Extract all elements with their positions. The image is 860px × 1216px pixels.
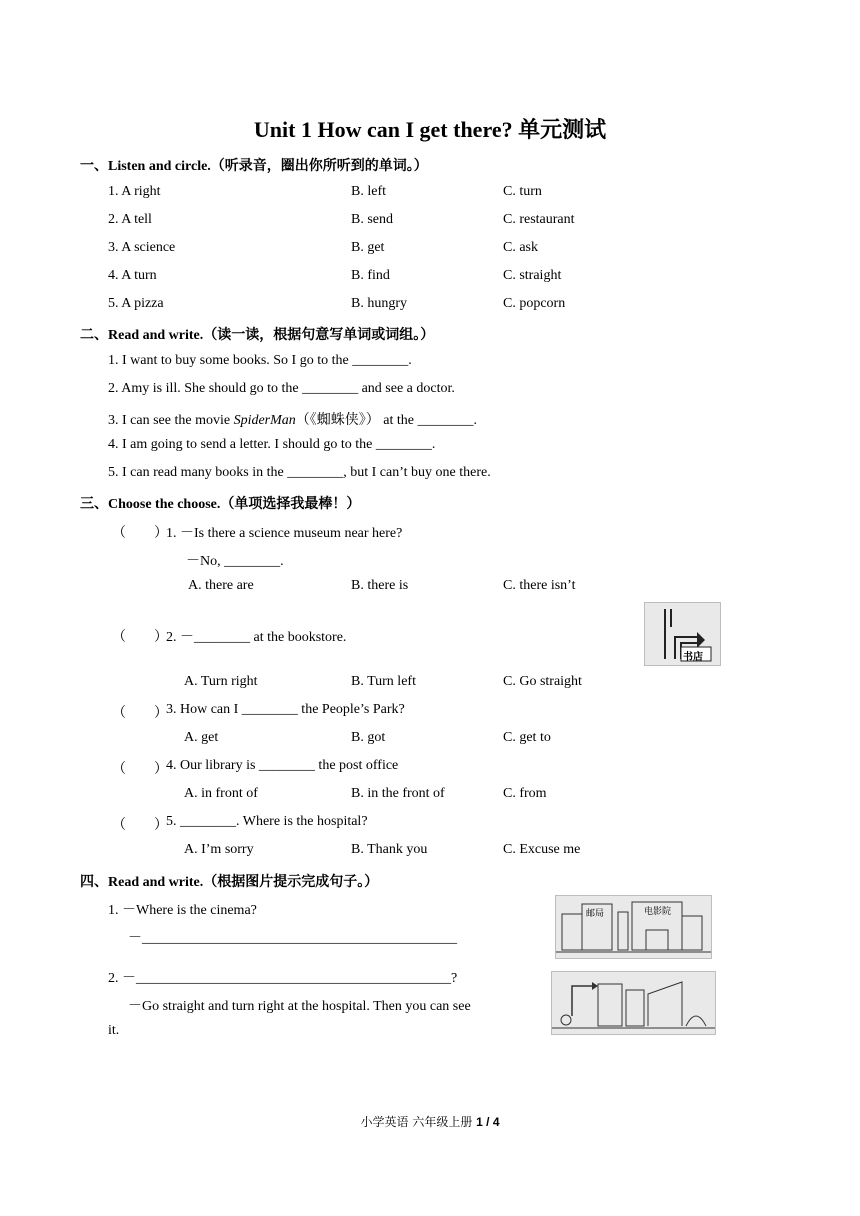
s2-item-5: 5. I can read many books in the ________, but I can’t buy one there.	[108, 465, 491, 480]
hospital-route-image	[551, 971, 716, 1035]
s1-r1-a: 1. A right	[108, 184, 161, 199]
route-map-icon	[552, 972, 715, 1034]
s1-r4-c: C. straight	[503, 268, 562, 283]
s4-q1-answer: －_____________________________________________	[128, 931, 457, 946]
s2-item-3-pre: 3. I can see the movie	[108, 413, 234, 428]
s3-q5: 5. ________. Where is the hospital?	[166, 814, 368, 829]
post-office-label: 邮局	[586, 909, 605, 919]
s1-r1-c: C. turn	[503, 184, 542, 199]
s1-r2-a: 2. A tell	[108, 212, 152, 227]
s3-q1-opt-b: B. there is	[351, 578, 409, 593]
section-1-header: 一、Listen and circle.（听录音，圈出你所听到的单词。）	[80, 159, 428, 174]
s3-q3-paren: （ ）	[112, 706, 168, 721]
s1-r4-b: B. find	[351, 268, 390, 283]
s1-r3-b: B. get	[351, 240, 385, 255]
s3-q4-opt-c: C. from	[503, 786, 547, 801]
s3-q5-paren: （ ）	[112, 818, 168, 833]
cinema-street-image	[555, 895, 712, 959]
s3-q2-opt-a: A. Turn right	[184, 674, 258, 689]
s1-r2-b: B. send	[351, 212, 393, 227]
s1-r3-a: 3. A science	[108, 240, 176, 255]
s2-item-3-post: （《蜘蛛侠》） at the ________.	[295, 413, 477, 428]
s1-r1-b: B. left	[351, 184, 386, 199]
s2-item-4: 4. I am going to send a letter. I should go to the ________.	[108, 437, 436, 452]
page-number: 1 / 4	[476, 1115, 500, 1129]
s3-q1-answer-line: －No, ________.	[186, 554, 284, 569]
cinema-label: 电影院	[644, 907, 672, 917]
s3-q5-opt-b: B. Thank you	[351, 842, 428, 857]
street-buildings-icon	[556, 896, 711, 958]
s3-q3-opt-a: A. get	[184, 730, 219, 745]
s1-r5-b: B. hungry	[351, 296, 407, 311]
s3-q4-paren: （ ）	[112, 762, 168, 777]
s1-r2-c: C. restaurant	[503, 212, 575, 227]
s2-item-1: 1. I want to buy some books. So I go to the ________.	[108, 353, 412, 368]
s3-q2-opt-c: C. Go straight	[503, 674, 582, 689]
bookstore-label: 书店	[683, 652, 703, 663]
s1-r5-a: 5. A pizza	[108, 296, 164, 311]
s1-r5-c: C. popcorn	[503, 296, 566, 311]
bookstore-direction-image	[644, 602, 721, 666]
s1-r3-c: C. ask	[503, 240, 538, 255]
s3-q2-paren: （ ）	[112, 630, 168, 645]
section-4-header: 四、Read and write.（根据图片提示完成句子。）	[80, 875, 379, 890]
s3-q4: 4. Our library is ________ the post office	[166, 758, 399, 773]
section-2-header: 二、Read and write.（读一读，根据句意写单词或词组。）	[80, 328, 435, 343]
s4-q2-answer: －Go straight and turn right at the hospital. Then you can see	[128, 999, 471, 1014]
s4-q1: 1. －Where is the cinema?	[108, 903, 257, 918]
s2-item-3-movie: SpiderMan	[233, 413, 296, 428]
s3-q4-opt-b: B. in the front of	[351, 786, 445, 801]
s3-q4-opt-a: A. in front of	[184, 786, 258, 801]
page-title: Unit 1 How can I get there? 单元测试	[253, 117, 607, 142]
s4-q2: 2. －_____________________________________________?	[108, 971, 458, 986]
s4-q2-answer-cont: it.	[108, 1023, 120, 1038]
s3-q1: 1. －Is there a science museum near here?	[166, 526, 403, 541]
s3-q3: 3. How can I ________ the People’s Park?	[166, 702, 405, 717]
s2-item-3	[108, 409, 477, 429]
s3-q2: 2. －________ at the bookstore.	[166, 630, 347, 645]
s3-q5-opt-c: C. Excuse me	[503, 842, 581, 857]
s3-q1-paren: （ ）	[112, 526, 168, 541]
s3-q2-opt-b: B. Turn left	[351, 674, 416, 689]
s3-q1-opt-c: C. there isn’t	[503, 578, 576, 593]
page-footer	[0, 1113, 860, 1130]
s3-q3-opt-c: C. get to	[503, 730, 551, 745]
footer-text: 小学英语 六年级上册	[360, 1115, 477, 1129]
section-3-header: 三、Choose the choose.（单项选择我最棒！）	[80, 497, 361, 512]
s3-q3-opt-b: B. got	[351, 730, 386, 745]
s3-q5-opt-a: A. I’m sorry	[184, 842, 254, 857]
s2-item-2: 2. Amy is ill. She should go to the ________ and see a doctor.	[108, 381, 455, 396]
s3-q1-opt-a: A. there are	[188, 578, 254, 593]
s1-r4-a: 4. A turn	[108, 268, 157, 283]
